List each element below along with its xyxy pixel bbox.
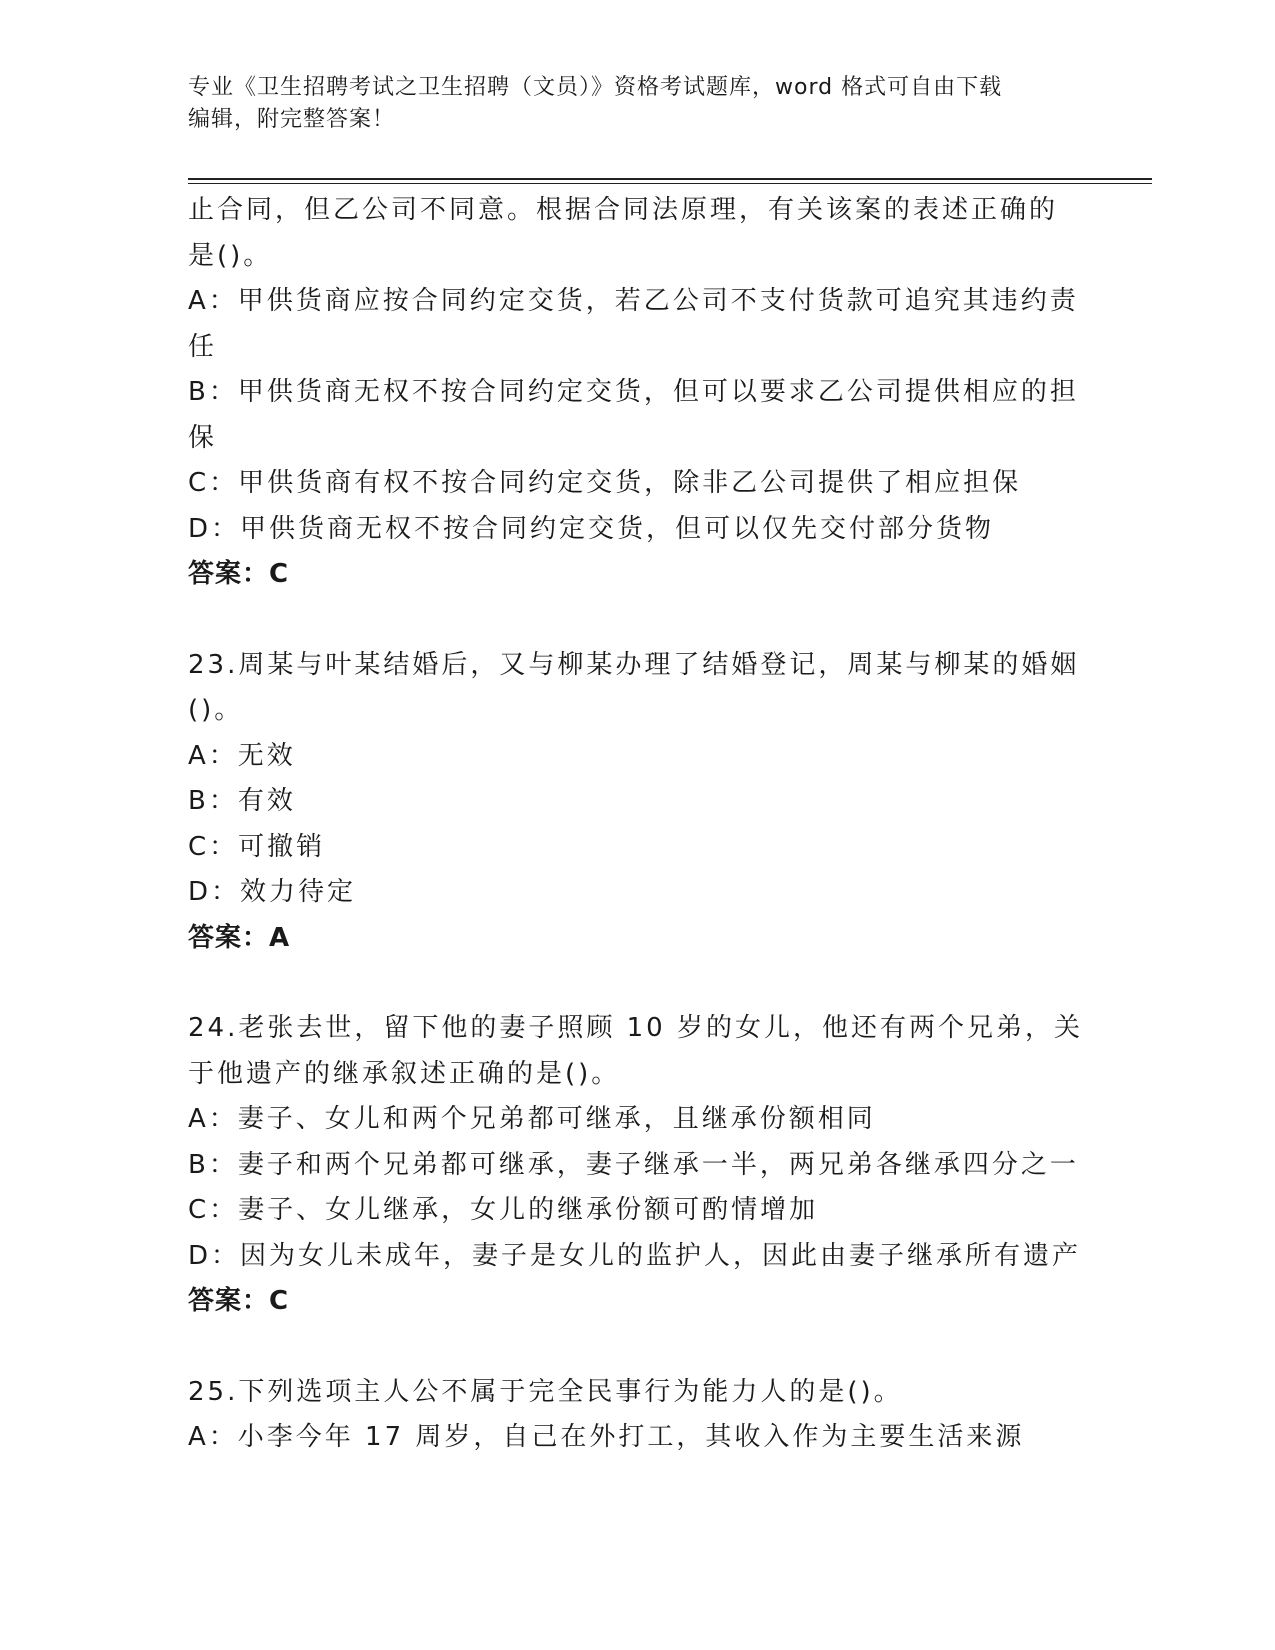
spacer <box>188 1325 1088 1370</box>
option-c: C：妻子、女儿继承，女儿的继承份额可酌情增加 <box>188 1195 819 1225</box>
option-b: B：有效 <box>188 786 296 816</box>
answer: 答案：C <box>188 559 290 589</box>
question-stem: 25.下列选项主人公不属于完全民事行为能力人的是()。 <box>188 1376 903 1407</box>
option-d: D：甲供货商无权不按合同约定交货，但可以仅先交付部分货物 <box>188 513 995 544</box>
option-c: C：甲供货商有权不按合同约定交货，除非乙公司提供了相应担保 <box>188 468 1022 498</box>
question-25 <box>188 1370 1088 1461</box>
question-stem: 止合同，但乙公司不同意。根据合同法原理，有关该案的表述正确的 <box>188 195 1059 225</box>
spacer <box>188 598 1088 643</box>
option-a: A：甲供货商应按合同约定交货，若乙公司不支付货款可追究其违约责 <box>188 286 1079 316</box>
header-line-2: 编辑，附完整答案！ <box>188 107 396 132</box>
header-rule-thin <box>188 183 1152 184</box>
header-line-1: 专业《卫生招聘考试之卫生招聘（文员）》资格考试题库，word 格式可自由下载 <box>188 75 1003 100</box>
spacer <box>188 961 1088 1006</box>
option-b-continued: 保 <box>188 422 218 453</box>
option-a: A：妻子、女儿和两个兄弟都可继承，且继承份额相同 <box>188 1104 876 1134</box>
question-stem: ()。 <box>188 695 244 725</box>
question-stem: 是()。 <box>188 240 273 271</box>
option-a: A：无效 <box>188 740 296 771</box>
option-d: D：因为女儿未成年，妻子是女儿的监护人，因此由妻子继承所有遗产 <box>188 1240 1082 1271</box>
header-rule-thick <box>188 178 1152 180</box>
question-stem: 23.周某与叶某结婚后，又与柳某办理了结婚登记，周某与柳某的婚姻 <box>188 649 1080 680</box>
question-list <box>188 188 1088 1461</box>
question-24 <box>188 1006 1088 1325</box>
question-22 <box>188 188 1088 598</box>
option-d: D：效力待定 <box>188 877 357 907</box>
option-a: A：小李今年 17 周岁，自己在外打工，其收入作为主要生活来源 <box>188 1422 1025 1452</box>
question-23 <box>188 643 1088 962</box>
option-b: B：甲供货商无权不按合同约定交货，但可以要求乙公司提供相应的担 <box>188 377 1079 407</box>
document-header <box>188 72 1088 136</box>
answer: 答案：A <box>188 922 291 953</box>
question-stem: 于他遗产的继承叙述正确的是()。 <box>188 1058 621 1089</box>
answer: 答案：C <box>188 1286 290 1316</box>
option-b: B：妻子和两个兄弟都可继承，妻子继承一半，两兄弟各继承四分之一 <box>188 1149 1079 1180</box>
question-stem: 24.老张去世，留下他的妻子照顾 10 岁的女儿，他还有两个兄弟，关 <box>188 1013 1083 1043</box>
option-a-continued: 任 <box>188 331 218 362</box>
option-c: C：可撤销 <box>188 831 326 862</box>
